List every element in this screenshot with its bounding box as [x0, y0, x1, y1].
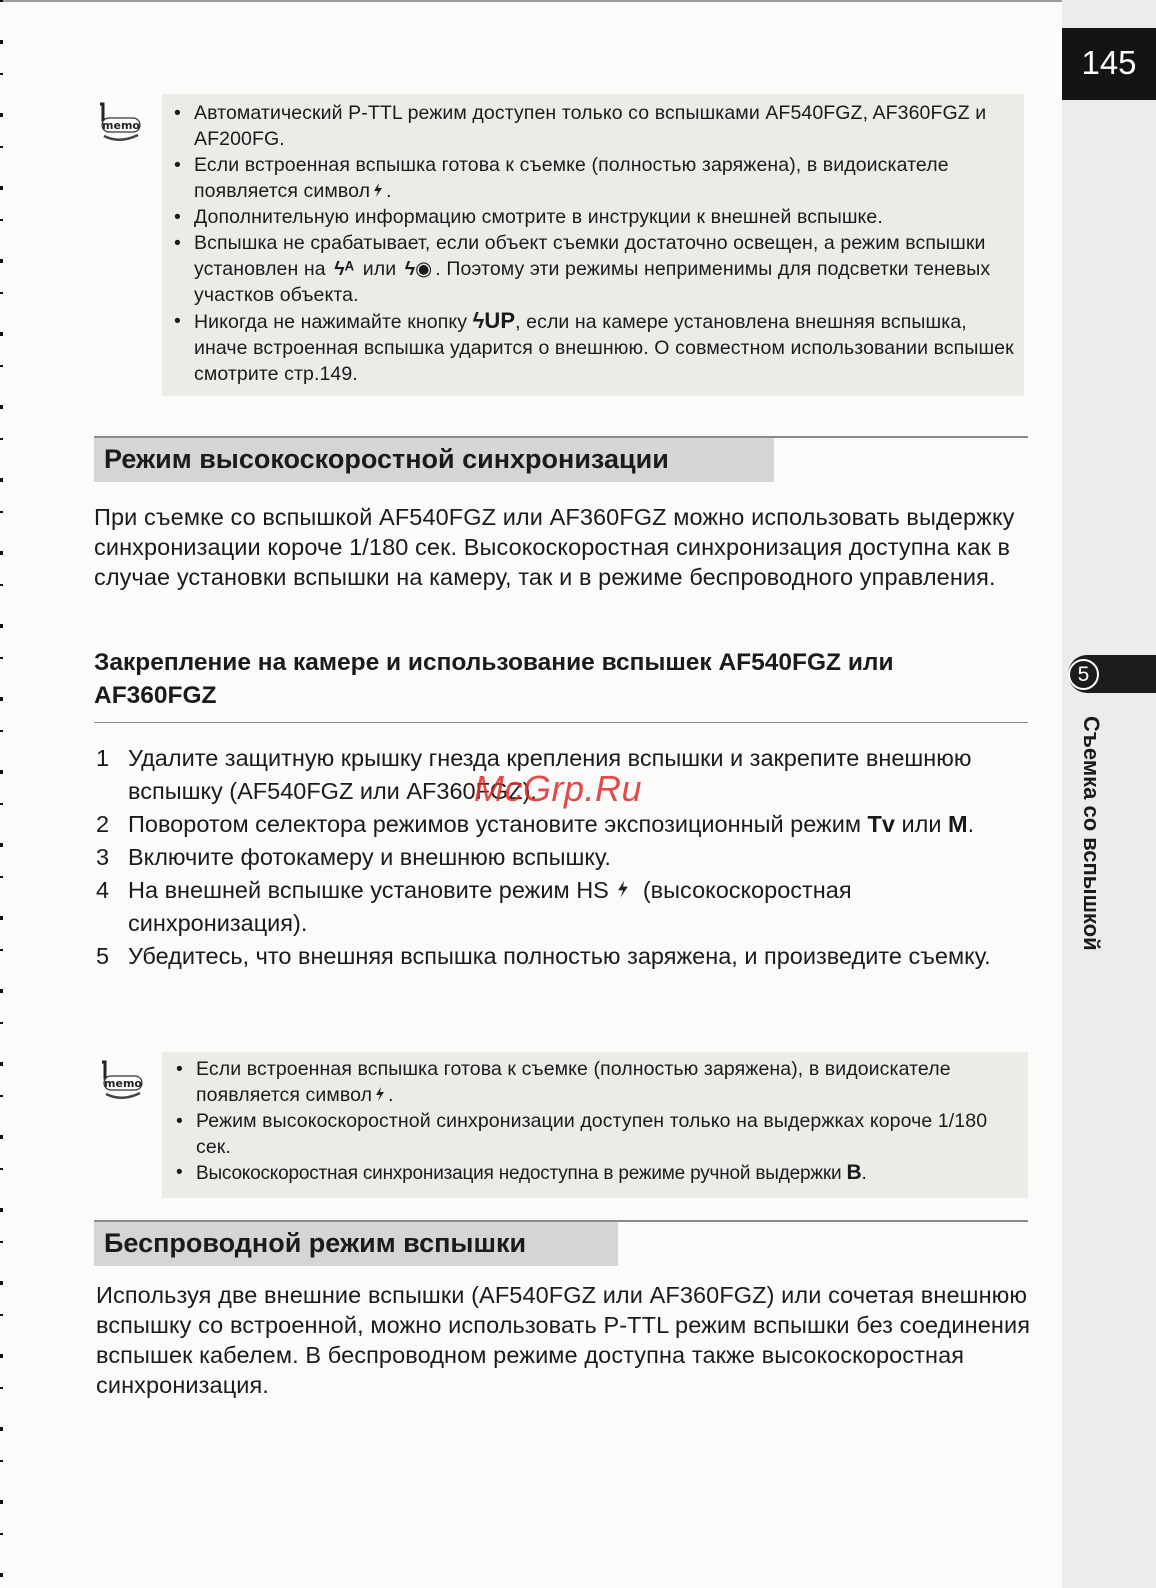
chapter-number: 5: [1068, 659, 1099, 690]
step-item: 5 Убедитесь, что внешняя вспышка полностью заряжена, и произведите съемку.: [96, 943, 991, 969]
memo-box: [162, 94, 1024, 396]
list-item: • Вспышка не срабатывает, если объект съемки достаточно освещен, а режим вспышки установлен на ϟᴬ или ϟ◉ . Поэтому эти режимы неприменимы для подсветки теневых участков объекта.: [170, 230, 1022, 308]
bulb-mode-key: B: [846, 1161, 862, 1184]
mode-tv: Tv: [867, 811, 895, 837]
top-rule: [0, 0, 1062, 2]
list-item: • Режим высокоскоростной синхронизации доступен только на выдержках короче 1/180 сек.: [172, 1108, 1024, 1160]
section-header: [94, 1220, 1028, 1266]
list-item: • Если встроенная вспышка готова к съемке (полностью заряжена), в видоискателе появляется символ .: [170, 152, 1022, 204]
svg-text:memo: memo: [104, 1077, 142, 1090]
page-number: 145: [1081, 44, 1137, 81]
flash-icon: [373, 178, 383, 204]
subsection-rule: [94, 722, 1028, 723]
flash-icon: [617, 874, 629, 907]
section-title: Режим высокоскоростной синхронизации: [104, 444, 669, 474]
flash-auto-icon: ϟᴬ: [334, 258, 355, 280]
chapter-title: Съемка со вспышкой: [1079, 716, 1104, 951]
section-paragraph: Используя две внешние вспышки (AF540FGZ или AF360FGZ) или сочетая внешнюю вспышку со встроенной, можно использовать P-TTL режим вспышки без соединения вспышек кабелем. В беспроводном режиме доступна также высокоскоростная синхронизация.: [96, 1282, 1031, 1398]
section-paragraph: При съемке со вспышкой AF540FGZ или AF360FGZ можно использовать выдержку синхронизации короче 1/180 сек. Высокоскоростная синхронизация доступна как в случае установки вспышки на камеру, так и в режиме беспроводного управления.: [94, 504, 1015, 590]
list-item: • Никогда не нажимайте кнопку ϟUP, если на камере установлена внешняя вспышка, иначе встроенная вспышка ударится о внешнюю. О совместном использовании вспышек смотрите стр.149.: [170, 308, 1022, 387]
scan-edge: [0, 0, 3, 1588]
step-item: 4 На внешней вспышке установите режим HS (высокоскоростная синхронизация).: [96, 874, 1026, 940]
list-item: • Если встроенная вспышка готова к съемке (полностью заряжена), в видоискателе появляется символ .: [172, 1056, 1024, 1108]
list-item: • Высокоскоростная синхронизация недоступна в режиме ручной выдержки B.: [172, 1160, 1024, 1187]
step-item: 1 Удалите защитную крышку гнезда крепления вспышки и закрепите внешнюю вспышку (AF540FGZ или AF360FGZ).: [96, 745, 972, 804]
section-title: Беспроводной режим вспышки: [104, 1228, 527, 1258]
memo-list: [172, 1056, 1024, 1187]
flash-up-key: ϟUP: [472, 308, 516, 333]
step-item: 3 Включите фотокамеру и внешнюю вспышку.: [96, 844, 611, 870]
watermark: McGrp.Ru: [474, 768, 643, 809]
flash-redeye-icon: ϟ◉: [404, 258, 433, 280]
list-item: • Автоматический P-TTL режим доступен только со вспышками AF540FGZ, AF360FGZ и AF200FG.: [170, 100, 1022, 152]
memo-icon: [94, 102, 142, 148]
section-header: [94, 436, 1028, 482]
memo-box: [162, 1052, 1028, 1198]
step-item: 2 Поворотом селектора режимов установите экспозиционный режим Tv или M.: [96, 811, 975, 837]
chapter-title-container: [1070, 716, 1110, 996]
memo-icon: [96, 1060, 144, 1106]
flash-icon: [375, 1082, 385, 1108]
list-item: • Дополнительную информацию смотрите в инструкции к внешней вспышке.: [170, 204, 1022, 230]
memo-list: [170, 100, 1022, 387]
svg-text:memo: memo: [102, 119, 140, 132]
mode-m: M: [948, 811, 968, 837]
subsection-title: Закрепление на камере и использование вспышек AF540FGZ или AF360FGZ: [94, 649, 894, 709]
